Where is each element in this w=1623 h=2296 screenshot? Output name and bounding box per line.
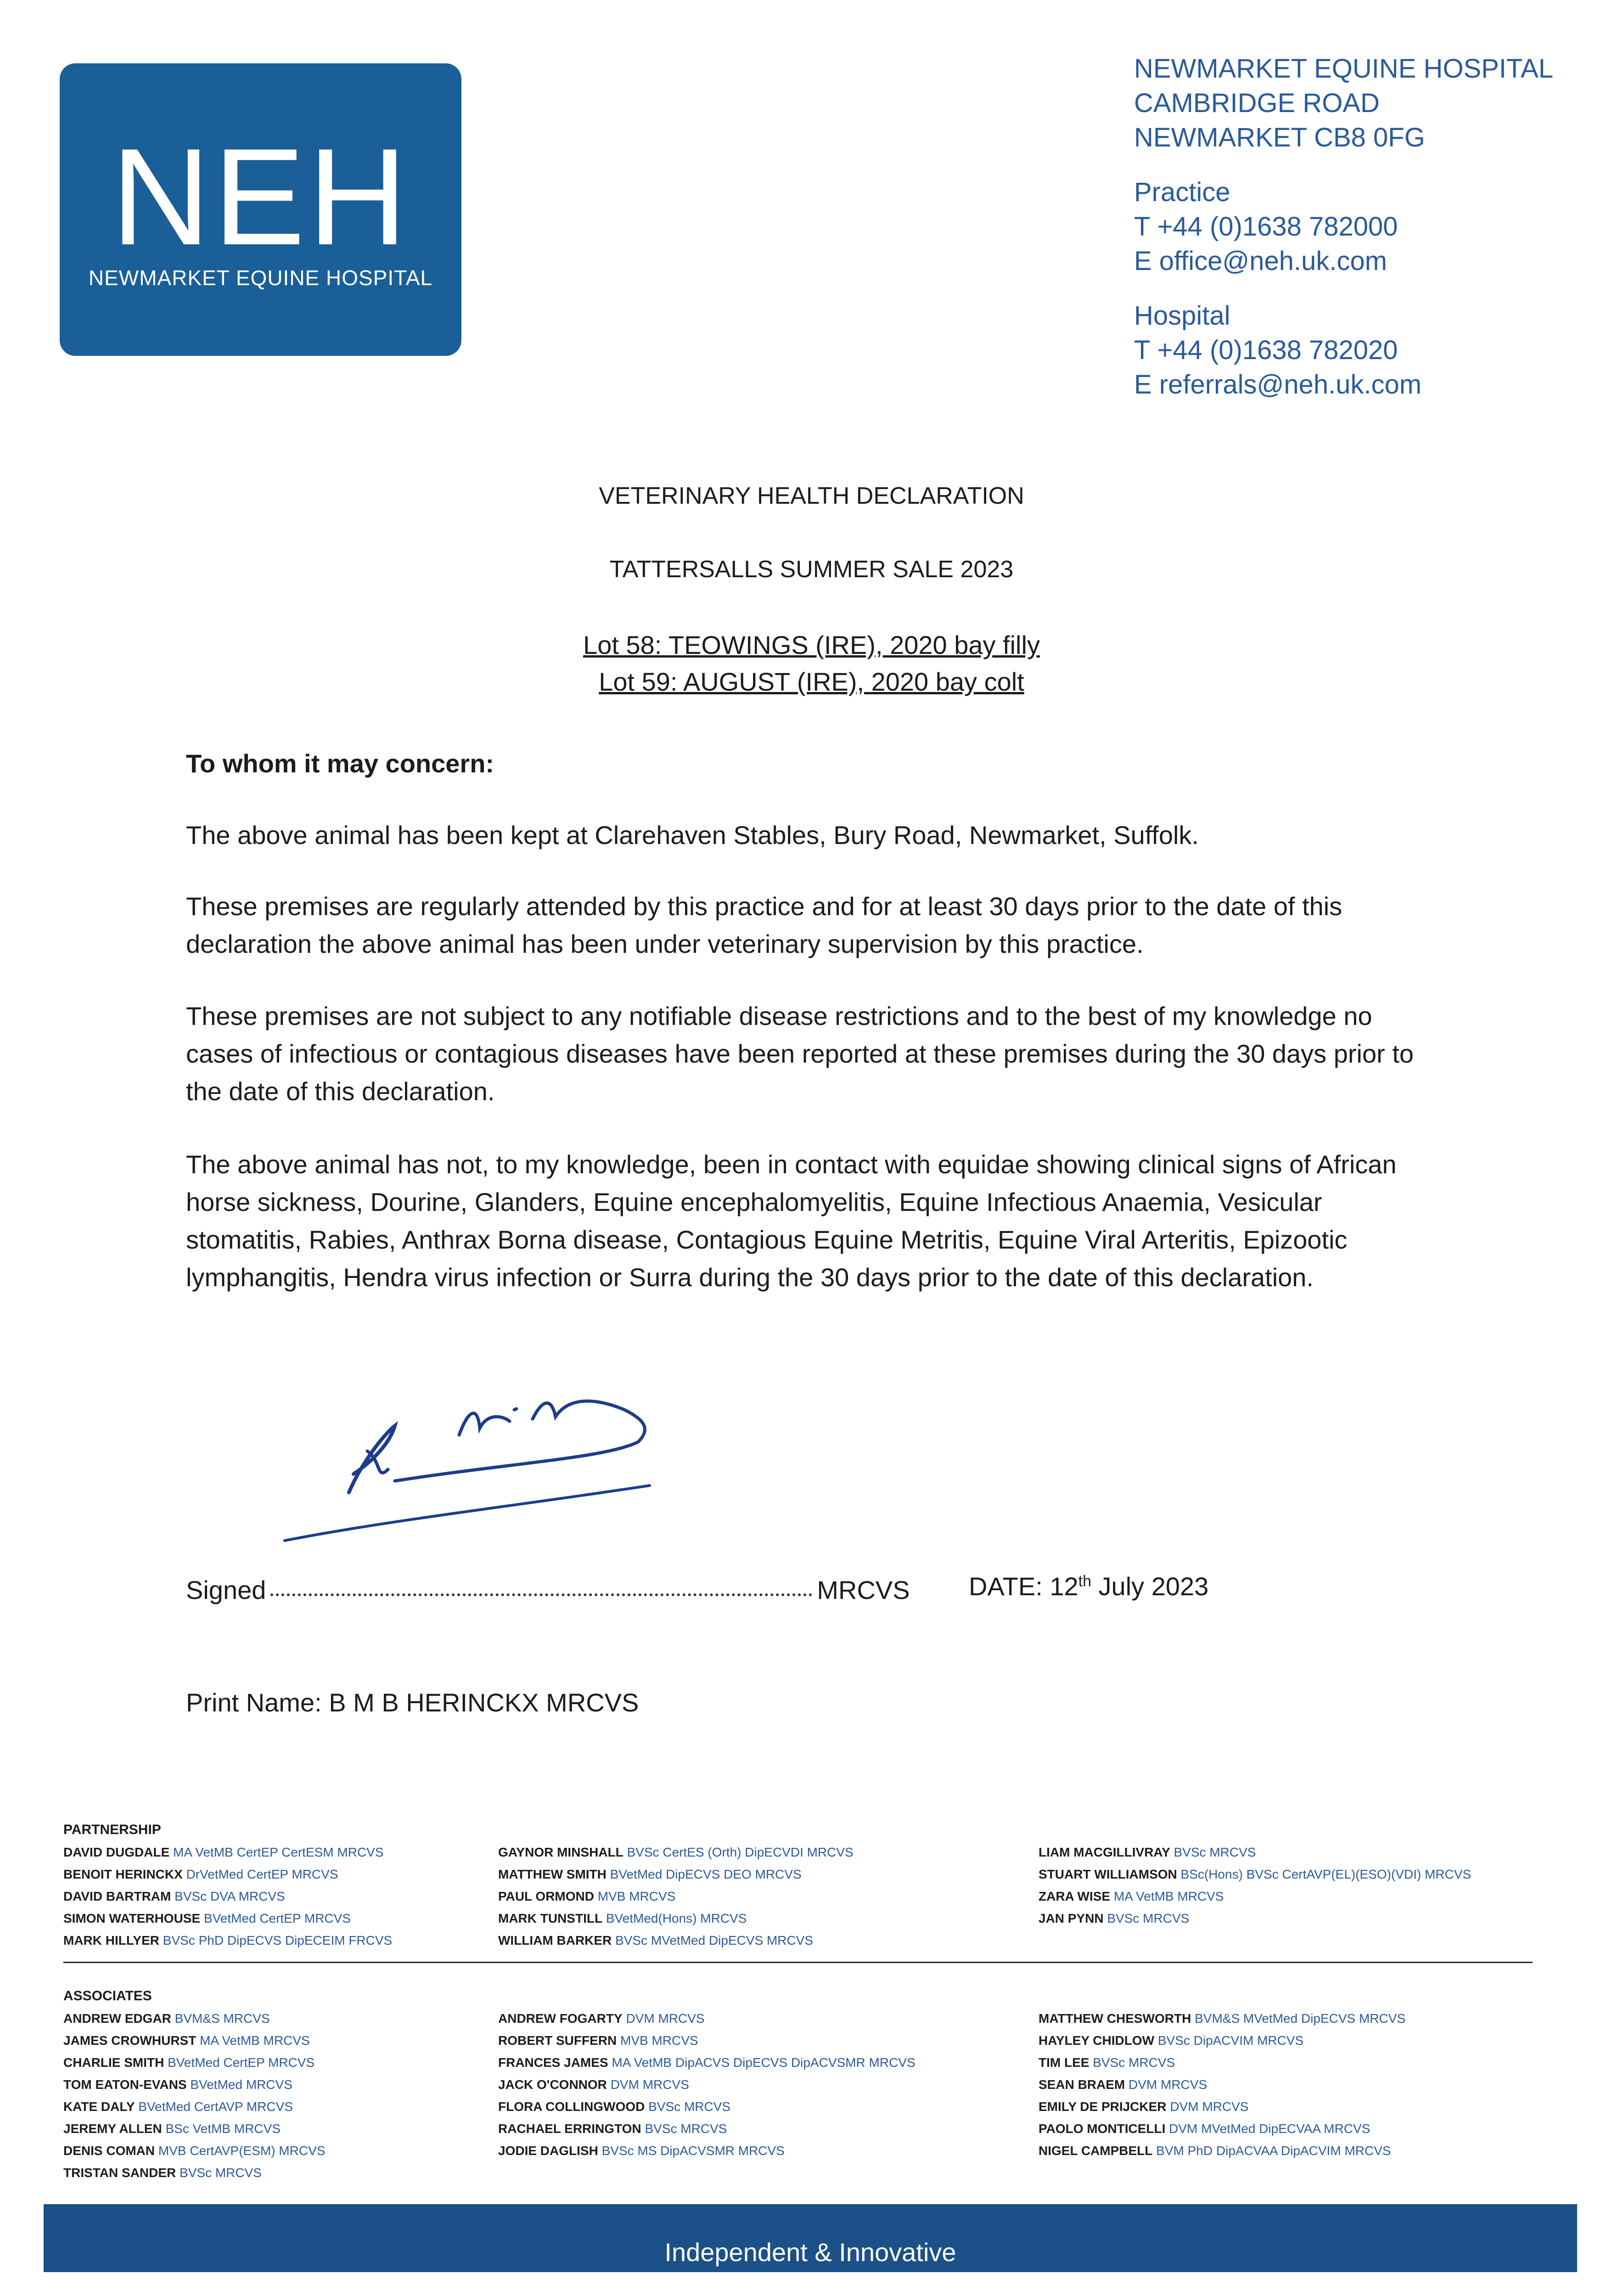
associates-column bbox=[63, 2008, 325, 2184]
staff-member bbox=[63, 2162, 325, 2184]
staff-name: WILLIAM BARKER bbox=[498, 1933, 612, 1947]
staff-name: DAVID DUGDALE bbox=[63, 1845, 170, 1859]
date-day: 12 bbox=[1050, 1572, 1078, 1601]
practice-contact bbox=[1134, 175, 1593, 278]
staff-name: NIGEL CAMPBELL bbox=[1039, 2144, 1153, 2158]
staff-name: HAYLEY CHIDLOW bbox=[1039, 2033, 1155, 2048]
staff-qualifications: BVetMed CertEP MRCVS bbox=[203, 1911, 351, 1925]
staff-member bbox=[1039, 2008, 1405, 2030]
partnership-column bbox=[1039, 1841, 1471, 1930]
staff-name: PAOLO MONTICELLI bbox=[1039, 2122, 1166, 2136]
staff-qualifications: BVM&S MVetMed DipECVS MRCVS bbox=[1195, 2011, 1406, 2026]
staff-member bbox=[63, 2030, 325, 2052]
staff-member bbox=[498, 1841, 854, 1863]
signature-dots bbox=[270, 1593, 812, 1596]
date-label: DATE: bbox=[969, 1572, 1043, 1601]
lot-line: Lot 59: AUGUST (IRE), 2020 bay colt bbox=[599, 667, 1024, 696]
staff-name: JODIE DAGLISH bbox=[498, 2144, 598, 2158]
body-paragraph: These premises are not subject to any notifiable disease restrictions and to the best of my knowledge no cases of infectious or contagious diseases have been reported at these premises during the 30 days prior to the date of this declaration. bbox=[186, 1002, 1414, 1106]
staff-divider bbox=[63, 1962, 1533, 1963]
staff-name: JAN PYNN bbox=[1039, 1911, 1104, 1925]
staff-name: DAVID BARTRAM bbox=[63, 1889, 171, 1903]
staff-qualifications: MVB MRCVS bbox=[620, 2033, 698, 2048]
staff-name: SEAN BRAEM bbox=[1039, 2077, 1125, 2092]
staff-member bbox=[1039, 1863, 1471, 1885]
footer-bar bbox=[44, 2204, 1577, 2272]
staff-qualifications: BVetMed CertAVP MRCVS bbox=[138, 2099, 293, 2114]
staff-name: SIMON WATERHOUSE bbox=[63, 1911, 201, 1925]
staff-qualifications: BVSc MRCVS bbox=[1174, 1845, 1256, 1859]
staff-qualifications: BVSc MRCVS bbox=[648, 2099, 731, 2114]
staff-member bbox=[498, 1930, 854, 1952]
staff-member bbox=[1039, 2118, 1405, 2140]
lot-line: Lot 58: TEOWINGS (IRE), 2020 bay filly bbox=[583, 630, 1040, 659]
staff-name: EMILY DE PRIJCKER bbox=[1039, 2099, 1167, 2114]
staff-member bbox=[498, 1863, 854, 1885]
staff-member bbox=[63, 2008, 325, 2030]
staff-qualifications: BSc VetMB MRCVS bbox=[165, 2122, 281, 2136]
associates-label: ASSOCIATES bbox=[63, 1988, 152, 2003]
staff-member bbox=[63, 1908, 392, 1930]
staff-member bbox=[1039, 1841, 1471, 1863]
staff-name: TIM LEE bbox=[1039, 2055, 1089, 2070]
staff-member bbox=[1039, 2074, 1405, 2096]
staff-name: MARK HILLYER bbox=[63, 1933, 159, 1947]
staff-qualifications: BVSc MRCVS bbox=[645, 2122, 727, 2136]
staff-name: JEREMY ALLEN bbox=[63, 2122, 162, 2136]
staff-member bbox=[63, 2118, 325, 2140]
staff-name: RACHAEL ERRINGTON bbox=[498, 2122, 641, 2136]
staff-qualifications: BSc(Hons) BVSc CertAVP(EL)(ESO)(VDI) MRCVS bbox=[1180, 1867, 1471, 1881]
staff-qualifications: BVM&S MRCVS bbox=[174, 2011, 270, 2026]
address-line: NEWMARKET CB8 0FG bbox=[1134, 123, 1425, 152]
staff-member bbox=[63, 1930, 392, 1952]
partnership-column bbox=[63, 1841, 392, 1952]
body-paragraph: The above animal has not, to my knowledge, been in contact with equidae showing clinical signs of African horse sickness, Dourine, Glanders, Equine encephalomyelitis, Equine Infectious Anaemia, Vesicular stomatitis, Rabies, Anthrax Borna disease, Contagious Equine Metritis, Equine Viral Arteritis, Epizootic lymphangitis, Hendra virus infection or Surra during the 30 days prior to the date of this declaration. bbox=[186, 1150, 1397, 1292]
staff-member bbox=[498, 2118, 915, 2140]
staff-member bbox=[498, 1908, 854, 1930]
staff-member bbox=[1039, 2030, 1405, 2052]
staff-member bbox=[63, 1863, 392, 1885]
staff-name: LIAM MACGILLIVRAY bbox=[1039, 1845, 1170, 1859]
staff-member bbox=[63, 2096, 325, 2118]
staff-name: PAUL ORMOND bbox=[498, 1889, 594, 1903]
handwritten-signature bbox=[275, 1382, 661, 1557]
staff-name: JACK O'CONNOR bbox=[498, 2077, 607, 2092]
staff-name: MATTHEW CHESWORTH bbox=[1039, 2011, 1191, 2026]
staff-qualifications: DVM MRCVS bbox=[1129, 2077, 1207, 2092]
staff-member bbox=[498, 2074, 915, 2096]
logo-subtitle: NEWMARKET EQUINE HOSPITAL bbox=[88, 266, 433, 290]
staff-qualifications: DVM MRCVS bbox=[626, 2011, 705, 2026]
body-paragraph: The above animal has been kept at Clarehaven Stables, Bury Road, Newmarket, Suffolk. bbox=[186, 821, 1199, 850]
hospital-phone: T +44 (0)1638 782020 bbox=[1134, 335, 1398, 365]
document-title: VETERINARY HEALTH DECLARATION bbox=[599, 483, 1024, 509]
hospital-contact bbox=[1134, 298, 1593, 402]
staff-qualifications: BVM PhD DipACVAA DipACVIM MRCVS bbox=[1156, 2144, 1391, 2158]
staff-member bbox=[498, 2096, 915, 2118]
body-paragraph: These premises are regularly attended by this practice and for at least 30 days prior to the date of this declaration the above animal has been under veterinary supervision by this practice. bbox=[186, 892, 1342, 958]
hospital-address bbox=[1134, 51, 1593, 422]
staff-name: MARK TUNSTILL bbox=[498, 1911, 603, 1925]
date-rest: July 2023 bbox=[1098, 1572, 1209, 1601]
signed-line bbox=[186, 1575, 910, 1605]
staff-qualifications: MA VetMB DipACVS DipECVS DipACVSMR MRCVS bbox=[612, 2055, 915, 2070]
staff-name: ANDREW FOGARTY bbox=[498, 2011, 623, 2026]
staff-member bbox=[498, 1885, 854, 1908]
staff-qualifications: BVSc PhD DipECVS DipECEIM FRCVS bbox=[163, 1933, 393, 1947]
logo-mark: NEH bbox=[111, 119, 410, 274]
staff-name: BENOIT HERINCKX bbox=[63, 1867, 183, 1881]
staff-name: FRANCES JAMES bbox=[498, 2055, 608, 2070]
staff-qualifications: DVM MRCVS bbox=[610, 2077, 689, 2092]
staff-member bbox=[1039, 2140, 1405, 2162]
staff-member bbox=[1039, 1885, 1471, 1908]
staff-qualifications: DVM MRCVS bbox=[1170, 2099, 1249, 2114]
staff-qualifications: BVSc CertES (Orth) DipECVDI MRCVS bbox=[627, 1845, 854, 1859]
staff-qualifications: MA VetMB CertEP CertESM MRCVS bbox=[173, 1845, 384, 1859]
signed-suffix: MRCVS bbox=[817, 1576, 910, 1604]
address-line: CAMBRIDGE ROAD bbox=[1134, 88, 1380, 118]
staff-name: ZARA WISE bbox=[1039, 1889, 1111, 1903]
staff-member bbox=[63, 2074, 325, 2096]
staff-name: FLORA COLLINGWOOD bbox=[498, 2099, 645, 2114]
staff-qualifications: MA VetMB MRCVS bbox=[200, 2033, 310, 2048]
print-name: Print Name: B M B HERINCKX MRCVS bbox=[186, 1688, 639, 1717]
staff-name: STUART WILLIAMSON bbox=[1039, 1867, 1177, 1881]
staff-name: KATE DALY bbox=[63, 2099, 135, 2114]
date-suffix: th bbox=[1078, 1572, 1091, 1590]
practice-email: E office@neh.uk.com bbox=[1134, 246, 1387, 276]
staff-qualifications: BVSc MVetMed DipECVS MRCVS bbox=[615, 1933, 814, 1947]
staff-qualifications: BVetMed DipECVS DEO MRCVS bbox=[610, 1867, 802, 1881]
practice-phone: T +44 (0)1638 782000 bbox=[1134, 212, 1398, 242]
staff-member bbox=[1039, 2096, 1405, 2118]
staff-name: JAMES CROWHURST bbox=[63, 2033, 197, 2048]
staff-qualifications: BVSc MRCVS bbox=[1093, 2055, 1175, 2070]
partnership-column bbox=[498, 1841, 854, 1952]
staff-qualifications: BVetMed(Hons) MRCVS bbox=[606, 1911, 747, 1925]
signed-label: Signed bbox=[186, 1576, 266, 1604]
staff-qualifications: BVSc MRCVS bbox=[180, 2166, 262, 2180]
staff-qualifications: BVSc MS DipACVSMR MRCVS bbox=[601, 2144, 785, 2158]
partnership-label: PARTNERSHIP bbox=[63, 1822, 161, 1837]
hospital-label: Hospital bbox=[1134, 301, 1230, 331]
staff-member bbox=[1039, 2052, 1405, 2074]
address-lines bbox=[1134, 51, 1593, 155]
date-line bbox=[969, 1571, 1208, 1601]
staff-member bbox=[498, 2140, 915, 2162]
staff-qualifications: BVSc MRCVS bbox=[1107, 1911, 1190, 1925]
associates-column bbox=[1039, 2008, 1405, 2162]
practice-label: Practice bbox=[1134, 177, 1230, 207]
neh-logo bbox=[60, 63, 461, 356]
staff-qualifications: MA VetMB MRCVS bbox=[1113, 1889, 1224, 1903]
hospital-email: E referrals@neh.uk.com bbox=[1134, 370, 1422, 400]
footer-tagline: Independent & Innovative bbox=[664, 2238, 956, 2267]
staff-qualifications: BVetMed MRCVS bbox=[190, 2077, 292, 2092]
greeting: To whom it may concern: bbox=[186, 749, 494, 778]
staff-name: DENIS COMAN bbox=[63, 2144, 155, 2158]
staff-name: CHARLIE SMITH bbox=[63, 2055, 164, 2070]
staff-name: ROBERT SUFFERN bbox=[498, 2033, 617, 2048]
staff-member bbox=[63, 2140, 325, 2162]
staff-qualifications: MVB MRCVS bbox=[597, 1889, 676, 1903]
associates-column bbox=[498, 2008, 915, 2162]
address-line: NEWMARKET EQUINE HOSPITAL bbox=[1134, 54, 1554, 84]
staff-qualifications: BVSc DipACVIM MRCVS bbox=[1157, 2033, 1304, 2048]
staff-member bbox=[1039, 1908, 1471, 1930]
staff-member bbox=[63, 2052, 325, 2074]
staff-name: TRISTAN SANDER bbox=[63, 2166, 176, 2180]
staff-name: GAYNOR MINSHALL bbox=[498, 1845, 623, 1859]
staff-member bbox=[498, 2052, 915, 2074]
staff-member bbox=[63, 1885, 392, 1908]
staff-name: MATTHEW SMITH bbox=[498, 1867, 607, 1881]
staff-member bbox=[498, 2030, 915, 2052]
staff-qualifications: BVetMed CertEP MRCVS bbox=[168, 2055, 315, 2070]
staff-qualifications: BVSc DVA MRCVS bbox=[174, 1889, 285, 1903]
staff-member bbox=[498, 2008, 915, 2030]
staff-name: ANDREW EDGAR bbox=[63, 2011, 171, 2026]
staff-name: TOM EATON-EVANS bbox=[63, 2077, 187, 2092]
sale-title: TATTERSALLS SUMMER SALE 2023 bbox=[609, 556, 1014, 583]
staff-qualifications: MVB CertAVP(ESM) MRCVS bbox=[158, 2144, 326, 2158]
staff-member bbox=[63, 1841, 392, 1863]
staff-qualifications: DrVetMed CertEP MRCVS bbox=[186, 1867, 338, 1881]
staff-qualifications: DVM MVetMed DipECVAA MRCVS bbox=[1169, 2122, 1370, 2136]
